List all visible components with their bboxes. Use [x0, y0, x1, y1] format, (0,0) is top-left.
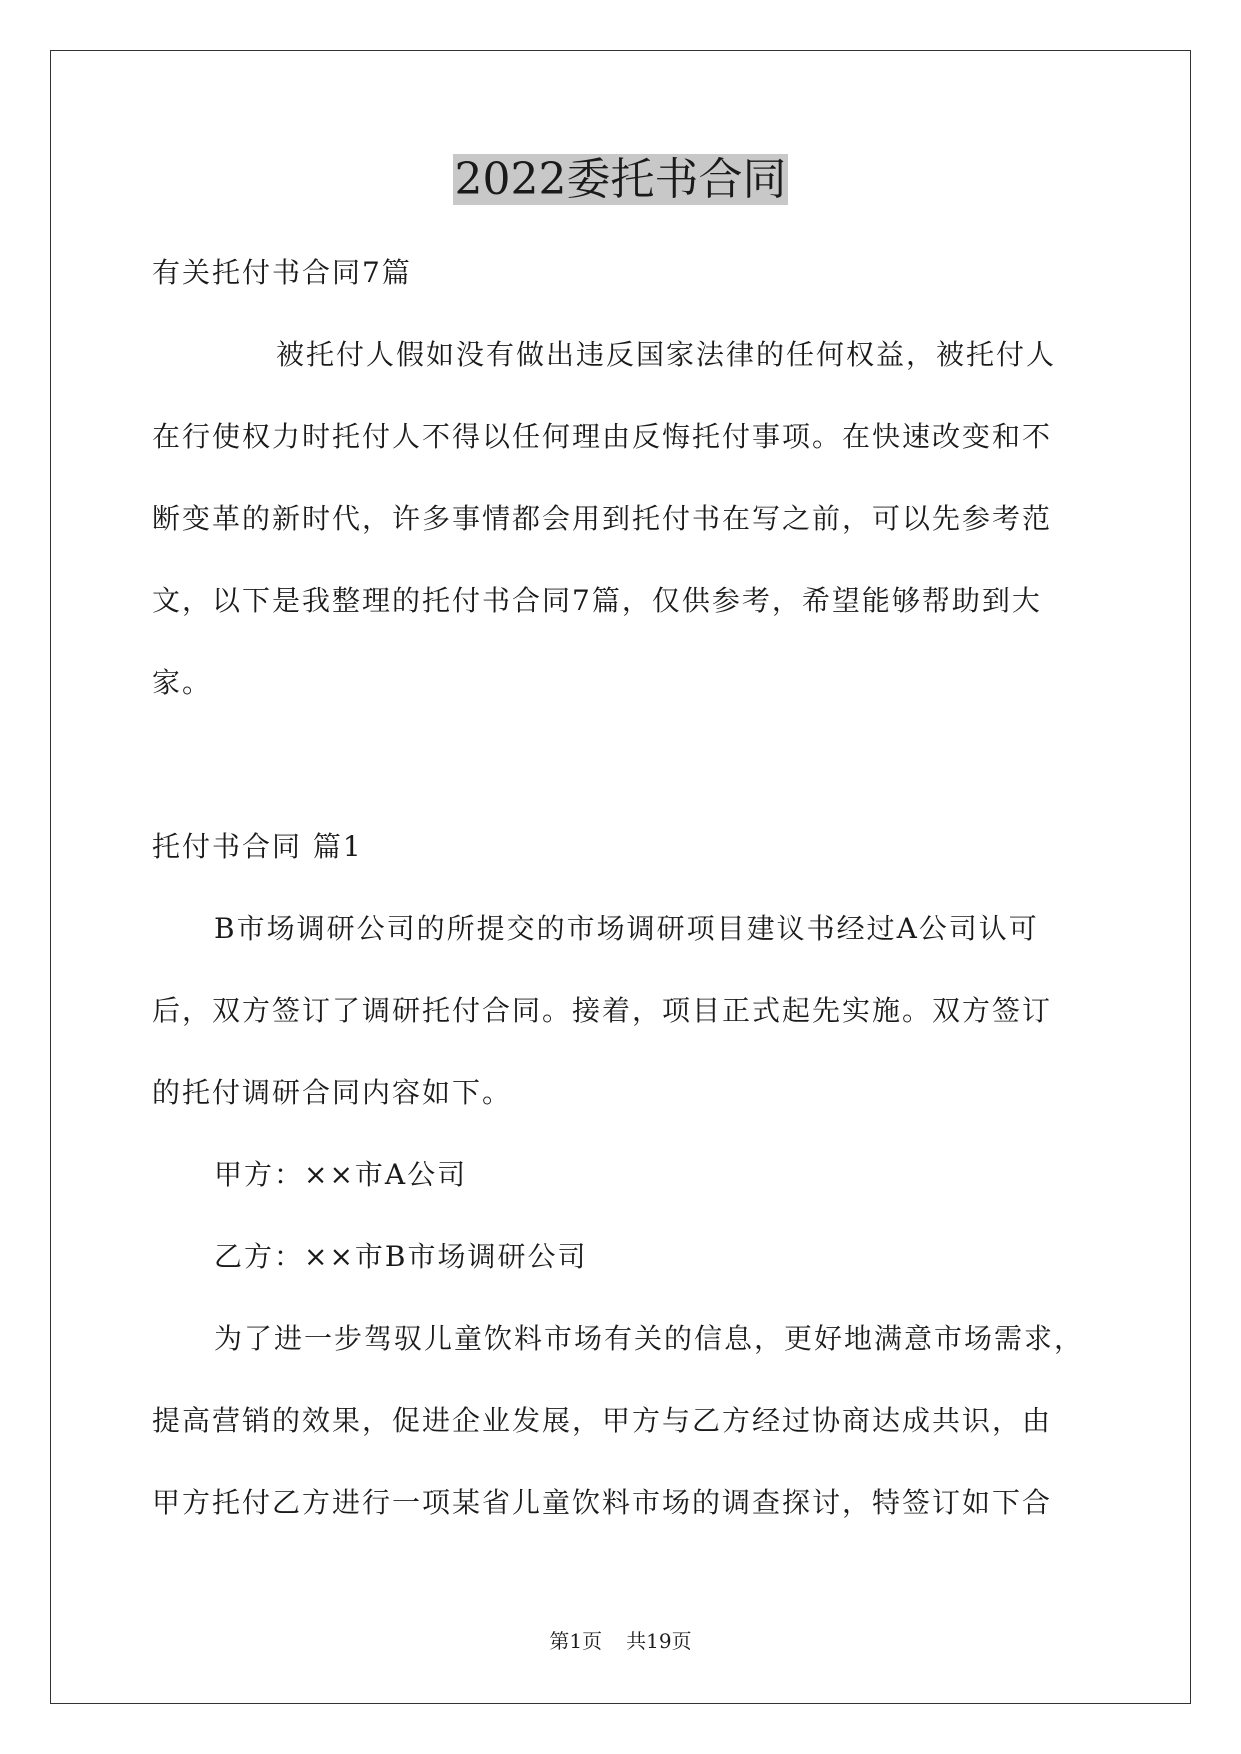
intro-line: 文，以下是我整理的托付书合同7篇，仅供参考，希望能够帮助到大	[152, 584, 1042, 617]
party-b-line: 乙方：××市B市场调研公司	[214, 1240, 588, 1273]
document-body	[152, 232, 1092, 1544]
paragraph-line: 后，双方签订了调研托付合同。接着，项目正式起先实施。双方签订	[152, 994, 1053, 1027]
blank-line	[152, 724, 1092, 806]
section-heading: 托付书合同 篇1	[152, 830, 363, 863]
intro-line: 断变革的新时代，许多事情都会用到托付书在写之前，可以先参考范	[152, 502, 1053, 535]
document-title	[0, 150, 1241, 210]
paragraph-line: 甲方托付乙方进行一项某省儿童饮料市场的调查探讨，特签订如下合	[152, 1486, 1053, 1519]
paragraph-line: 的托付调研合同内容如下。	[152, 1076, 513, 1109]
paragraph-line: 提高营销的效果，促进企业发展，甲方与乙方经过协商达成共识，由	[152, 1404, 1053, 1437]
page-total: 共19页	[626, 1629, 692, 1653]
intro-line: 在行使权力时托付人不得以任何理由反悔托付事项。在快速改变和不	[152, 420, 1053, 453]
intro-line: 家。	[152, 666, 213, 699]
page-number: 第1页	[549, 1629, 603, 1653]
subtitle: 有关托付书合同7篇	[152, 256, 412, 289]
paragraph-line: B市场调研公司的所提交的市场调研项目建议书经过A公司认可	[214, 912, 1039, 945]
document-title-text: 2022委托书合同	[454, 154, 787, 205]
party-a-line: 甲方：××市A公司	[214, 1158, 468, 1191]
paragraph-line: 为了进一步驾驭儿童饮料市场有关的信息，更好地满意市场需求，	[214, 1322, 1085, 1355]
intro-line: 被托付人假如没有做出违反国家法律的任何权益，被托付人	[276, 338, 1057, 371]
page-footer	[0, 1626, 1241, 1656]
